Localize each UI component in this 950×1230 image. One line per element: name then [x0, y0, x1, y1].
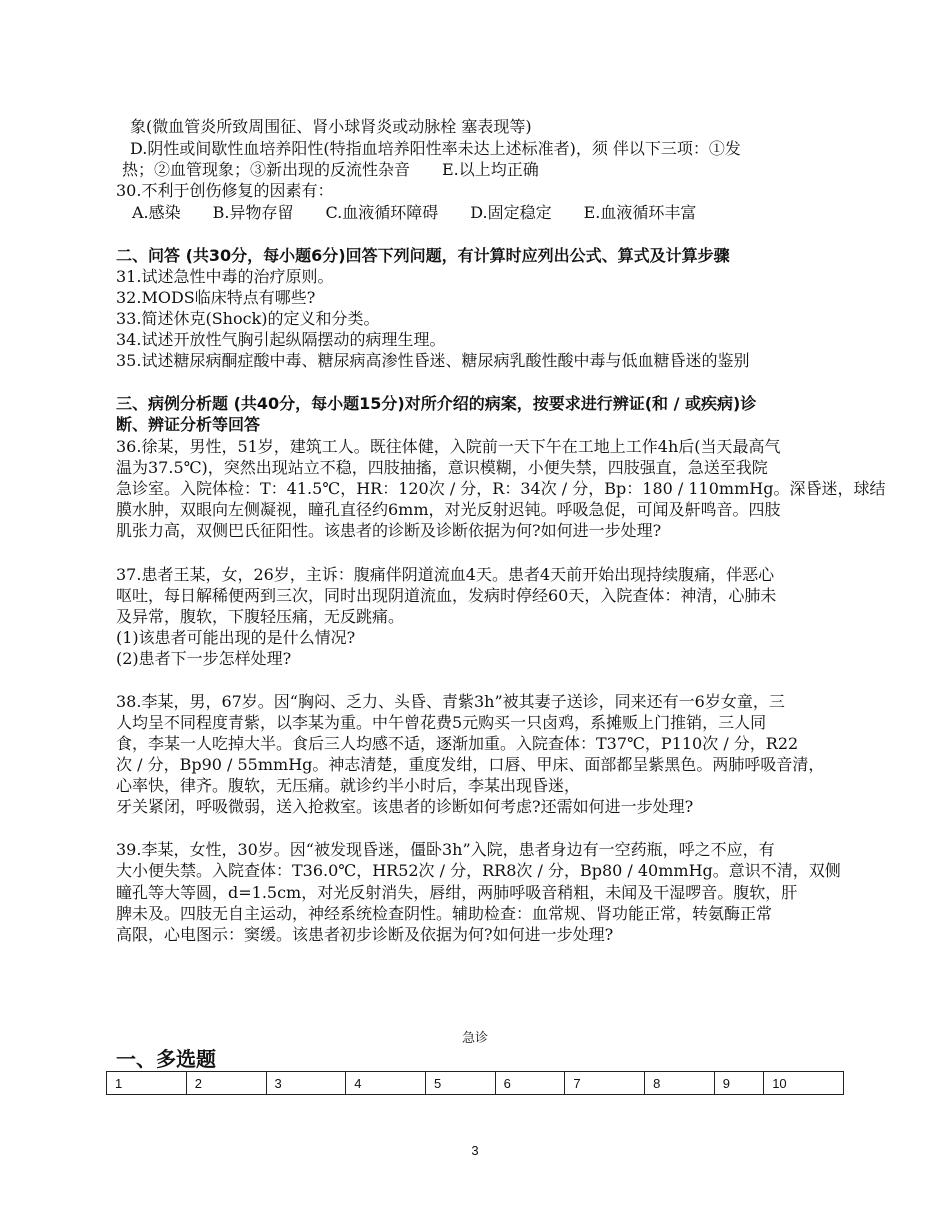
text-line: A.感染 B.异物存留 C.血液循环障碍 D.固定稳定 E.血液循环丰富 — [132, 203, 697, 222]
case-line: 39.李某，女性，30岁。因“被发现昏迷，僵卧3h”入院，患者身边有一空药瓶，呼之不应，有 — [116, 840, 775, 859]
question-line: 31.试述急性中毒的治疗原则。 — [116, 267, 334, 286]
text-line: 象(微血管炎所致周围征、肾小球肾炎或动脉栓 塞表现等) — [130, 117, 532, 136]
case-line: 高限，心电图示：窦缓。该患者初步诊断及依据为何?如何进一步处理? — [116, 925, 614, 944]
answer-cell: 10 — [764, 1072, 844, 1095]
text-line: 热；②血管现象；③新出现的反流性杂音 E.以上均正确 — [122, 160, 539, 179]
case-line: 急诊室。入院体检：T：41.5℃，HR：120次 / 分，R：34次 / 分，Bp：180 / 110mmHg。深昏迷，球结 — [116, 479, 886, 498]
section-heading: 断、辨证分析等回答 — [116, 415, 261, 434]
case-line: 肌张力高，双侧巴氏征阳性。该患者的诊断及诊断依据为何?如何进一步处理? — [116, 521, 662, 540]
table-row — [107, 1072, 844, 1095]
case-line: 大小便失禁。入院查体：T36.0℃，HR52次 / 分，RR8次 / 分，Bp80 / 40mmHg。意识不清，双侧 — [116, 861, 841, 880]
case-line: 37.患者王某，女，26岁，主诉：腹痛伴阴道流血4天。患者4天前开始出现持续腹痛，伴恶心 — [116, 565, 775, 584]
answer-cell: 5 — [426, 1072, 496, 1095]
text-line: D.阴性或间歇性血培养阳性(特指血培养阳性率未达上述标准者)，须 伴以下三项：①发 — [130, 139, 741, 158]
answer-cell: 2 — [186, 1072, 266, 1095]
text-line: 30.不利于创伤修复的因素有： — [116, 181, 334, 200]
answer-cell: 8 — [645, 1072, 715, 1095]
case-line: 心率快，律齐。腹软，无压痛。就诊约半小时后，李某出现昏迷， — [116, 776, 581, 795]
answer-cell: 3 — [266, 1072, 346, 1095]
footer-title: 急诊 — [461, 1030, 488, 1045]
case-line: 脾未及。四肢无自主运动，神经系统检查阴性。辅助检查：血常规、肾功能正常，转氨酶正常 — [116, 904, 773, 923]
answer-cell: 4 — [346, 1072, 426, 1095]
case-line: 牙关紧闭，呼吸微弱，送入抢救室。该患者的诊断如何考虑?还需如何进一步处理? — [116, 797, 694, 816]
answer-table — [106, 1071, 844, 1095]
answer-cell: 1 — [107, 1072, 187, 1095]
question-line: 35.试述糖尿病酮症酸中毒、糖尿病高渗性昏迷、糖尿病乳酸性酸中毒与低血糖昏迷的鉴别 — [116, 351, 750, 370]
section-heading: 三、病例分析题 (共40分，每小题15分)对所介绍的病案，按要求进行辨证(和 / 或疾病)诊 — [116, 394, 757, 413]
case-line: 食，李某一人吃掉大半。食后三人均感不适，逐渐加重。入院查体：T37℃，P110次 / 分，R22 — [116, 734, 799, 753]
question-line: 33.简述休克(Shock)的定义和分类。 — [116, 309, 380, 328]
case-line: 38.李某，男，67岁。因“胸闷、乏力、头昏、青紫3h”被其妻子送诊，同来还有一6岁女童，三 — [116, 692, 785, 711]
case-line: 呕吐，每日解稀便两到三次，同时出现阴道流血，发病时停经60天，入院查体：神清，心肺未 — [116, 586, 777, 605]
case-line: (2)患者下一步怎样处理? — [116, 649, 292, 668]
question-line: 34.试述开放性气胸引起纵隔摆动的病理生理。 — [116, 330, 446, 349]
page-number: 3 — [471, 1143, 479, 1158]
case-line: 次 / 分，Bp90 / 55mmHg。神志清楚，重度发绀，口唇、甲床、面部都呈紫黑色。两肺呼吸音清， — [116, 755, 825, 774]
section-heading: 一、多选题 — [116, 1047, 216, 1071]
section-heading: 二、问答 (共30分，每小题6分)回答下列问题，有计算时应列出公式、算式及计算步骤 — [116, 246, 730, 265]
case-line: 温为37.5℃)，突然出现站立不稳，四肢抽搐，意识模糊，小便失禁，四肢强直，急送至我院 — [116, 458, 768, 477]
answer-cell: 7 — [565, 1072, 645, 1095]
answer-cell: 6 — [495, 1072, 565, 1095]
case-line: 膜水肿，双眼向左侧凝视，瞳孔直径约6mm，对光反射迟钝。呼吸急促，可闻及鼾鸣音。四肢 — [116, 500, 781, 519]
case-line: 及异常，腹软，下腹轻压痛，无反跳痛。 — [116, 607, 405, 626]
case-line: 瞳孔等大等圆，d=1.5cm，对光反射消失，唇绀，两肺呼吸音稍粗，未闻及干湿啰音。腹软，肝 — [116, 883, 798, 902]
case-line: (1)该患者可能出现的是什么情况? — [116, 628, 356, 647]
case-line: 人均呈不同程度青紫，以李某为重。中午曾花费5元购买一只卤鸡，系摊贩上门推销，三人同 — [116, 713, 767, 732]
question-line: 32.MODS临床特点有哪些? — [116, 288, 316, 307]
answer-cell: 9 — [714, 1072, 763, 1095]
case-line: 36.徐某，男性，51岁，建筑工人。既往体健，入院前一天下午在工地上工作4h后(当天最高气 — [116, 437, 781, 456]
